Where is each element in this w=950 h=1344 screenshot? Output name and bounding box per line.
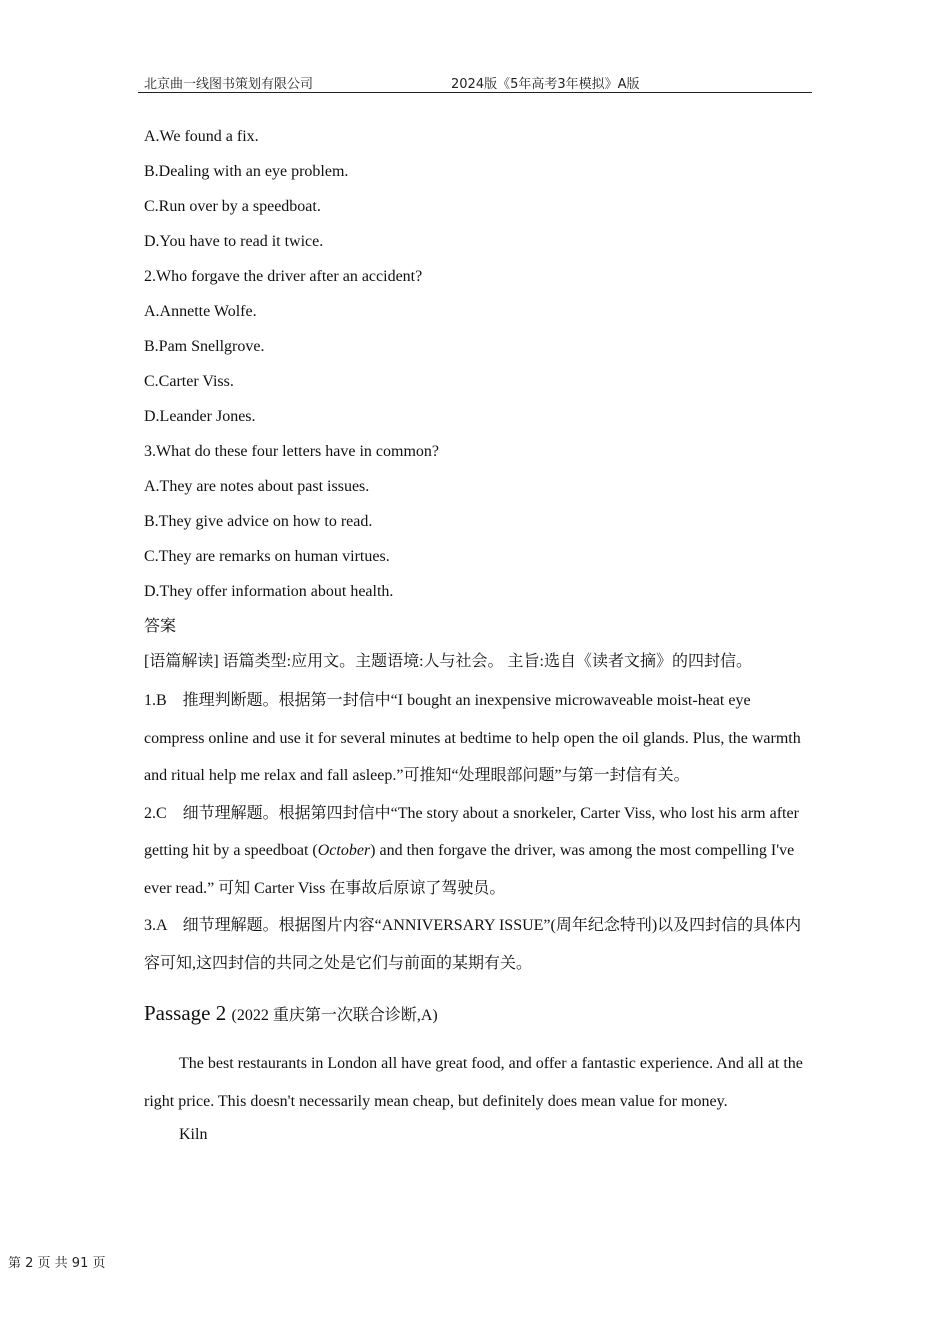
q2-option-d: D.Leander Jones.: [144, 408, 256, 425]
q1-option-b: B.Dealing with an eye problem.: [144, 163, 349, 180]
q3-option-b: B.They give advice on how to read.: [144, 513, 373, 530]
q3-option-a: A.They are notes about past issues.: [144, 478, 370, 495]
answer-2-italic: October: [317, 842, 371, 859]
answer-intro: [语篇解读] 语篇类型:应用文。主题语境:人与社会。 主旨:选自《读者文摘》的四封信。: [144, 653, 752, 670]
q1-option-a: A.We found a fix.: [144, 128, 259, 145]
header-publisher: 北京曲一线图书策划有限公司: [144, 77, 314, 92]
page-content: [144, 122, 812, 1152]
passage-subhead: Kiln: [179, 1126, 208, 1143]
q2-option-a: A.Annette Wolfe.: [144, 303, 257, 320]
answer-3: 3.A 细节理解题。根据图片内容“ANNIVERSARY ISSUE”(周年纪念特刊)以及四封信的具体内容可知,这四封信的共同之处是它们与前面的某期有关。: [144, 917, 802, 972]
passage-source: (2022 重庆第一次联合诊断,A): [231, 1007, 438, 1024]
answer-2-part-1: 2.C 细节理解题。根据第四封信中“The story about a snorkeler, Carter Viss, who lost his arm after getting hit by a speedboat (: [144, 804, 799, 859]
page-footer: 第 2 页 共 91 页: [8, 1256, 106, 1271]
header-book-title: 2024版《5年高考3年模拟》A版: [451, 77, 640, 92]
passage-title: Passage 2: [144, 1001, 227, 1025]
answer-1: 1.B 推理判断题。根据第一封信中“I bought an inexpensive microwaveable moist‑heat eye compress online and use it for several minutes at bedtime to help open the oil glands. Plus, the warmth and ritual help me relax and fall asleep.”可推知“处理眼部问题”与第一封信有关。: [144, 692, 801, 784]
q2-option-c: C.Carter Viss.: [144, 373, 234, 390]
answer-2-part-2: ) and then forgave the driver, was among the most compelling I've ever read.” 可知 Carter Viss 在事故后原谅了驾驶员。: [144, 842, 795, 897]
answer-label: 答案: [144, 618, 177, 635]
page-header: [138, 72, 812, 93]
q2-stem: 2.Who forgave the driver after an accident?: [144, 268, 423, 285]
q1-option-c: C.Run over by a speedboat.: [144, 198, 321, 215]
passage-paragraph: The best restaurants in London all have great food, and offer a fantastic experience. And all at the right price. This doesn't necessarily mean cheap, but definitely does mean value for money.: [144, 1055, 803, 1110]
q3-option-c: C.They are remarks on human virtues.: [144, 548, 390, 565]
q2-option-b: B.Pam Snellgrove.: [144, 338, 265, 355]
passage-heading: [144, 996, 812, 1036]
q3-option-d: D.They offer information about health.: [144, 583, 394, 600]
q1-option-d: D.You have to read it twice.: [144, 233, 324, 250]
q3-stem: 3.What do these four letters have in common?: [144, 443, 440, 460]
answer-2: [144, 795, 812, 908]
